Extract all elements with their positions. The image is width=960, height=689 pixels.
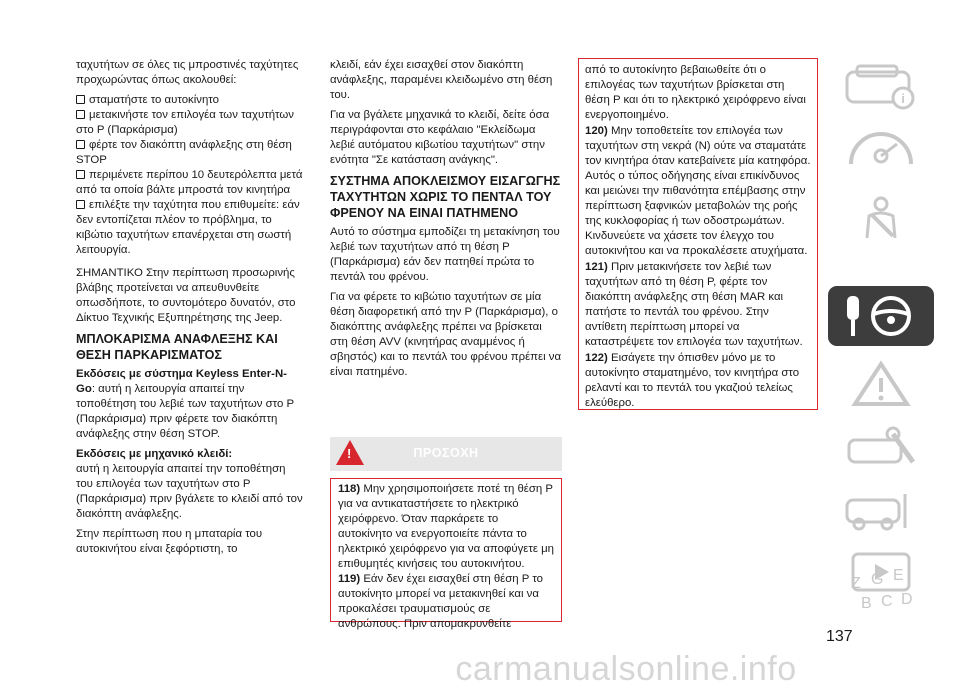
- svg-text:D: D: [901, 591, 913, 608]
- warning-title: ΠΡΟΣΟΧΗ: [413, 446, 479, 460]
- note-number: 120): [585, 125, 608, 137]
- page-number: 137: [826, 628, 853, 645]
- bullet-item: φέρτε τον διακόπτη ανάφλεξης στη θέση STOP: [76, 138, 304, 168]
- intro-text: ταχυτήτων σε όλες τις μπροστινές ταχύτητες προχωρώντας όπως ακολουθεί:: [76, 59, 299, 86]
- subheading: Εκδόσεις με μηχανικό κλειδί:: [76, 448, 233, 460]
- note-number: 122): [585, 352, 608, 364]
- body-text: Για να φέρετε το κιβώτιο ταχυτήτων σε μία θέση διαφορετική από την P (Παρκάρισμα), ο διακόπτης ανάφλεξης πρέπει να βρίσκεται στη θέση AVV (κινητήρας αναμμένος ή σβηστός) και το πεντάλ του φρένου πρέπει να είναι πατημένο.: [330, 291, 562, 378]
- body-text: από το αυτοκίνητο βεβαιωθείτε ότι ο επιλογέας των ταχυτήτων βρίσκεται στη θέση P και ότι το ηλεκτρικό χειρόφρενο είναι ενεργοποιημένο.: [585, 64, 806, 121]
- svg-text:E: E: [893, 567, 904, 584]
- warning-box: [330, 478, 562, 630]
- note-text: Πριν μετακινήσετε τον λεβιέ των ταχυτήτων από τη θέση P, φέρτε τον διακόπτη ανάφλεξης στη θέση MAR και πατήστε το πεντάλ του φρένου. Στην αντίθετη περίπτωση μπορεί να καταστρέψετε τον επιλογέα των ταχυτήτων.: [585, 261, 803, 348]
- alphabet-index-icon: [837, 564, 925, 616]
- keyless-paragraph: [76, 367, 304, 442]
- section-heading: ΜΠΛΟΚΑΡΙΣΜΑ ΑΝΑΦΛΕΞΗΣ ΚΑΙ ΘΕΣΗ ΠΑΡΚΑΡΙΣΜΑΤΟΣ: [76, 332, 278, 362]
- warning-continued-box: [578, 58, 818, 410]
- body-text: Στην περίπτωση που η μπαταρία του αυτοκινήτου είναι ξεφόρτιστη, το: [76, 528, 263, 555]
- note-text: Εάν δεν έχει εισαχθεί στη θέση P το αυτοκίνητο μπορεί να μετακινηθεί και να προκαλέσει τραυματισμούς σε ανθρώπους. Πριν απομακρυνθείτε: [338, 573, 544, 630]
- nav-safety[interactable]: [828, 186, 934, 250]
- seatbelt-icon: [837, 192, 925, 244]
- wrench-car-icon: [837, 422, 925, 474]
- note-text: Μην τοποθετείτε τον επιλογέα των ταχυτήτων στη νεκρά (N) ούτε να σταματάτε τον κινητήρα όταν κατεβαίνετε μία κατηφόρα. Αυτός ο τύπος οδήγησης είναι επικίνδυνος και μειώνει την πιθανότητα επέμβασης στην περίπτωση ξαφνικών μεταβολών της ροής της κυκλοφορίας ή των οδοστρωμάτων. Κινδυνεύετε να χάσετε τον έλεγχο του αυτοκινήτου και να προκαλέσετε ατυχήματα.: [585, 125, 811, 257]
- nav-technical-data[interactable]: [828, 478, 934, 542]
- nav-dashboard[interactable]: [828, 120, 934, 184]
- bullet-item: επιλέξτε την ταχύτητα που επιθυμείτε: εάν δεν εντοπίζεται πλέον το πρόβλημα, το κιβώτιο ταχυτήτων επανέρχεται στη σωστή λειτουργία.: [76, 198, 304, 258]
- bullet-item: μετακινήστε τον επιλογέα των ταχυτήτων στο P (Παρκάρισμα): [76, 108, 304, 138]
- svg-text:i: i: [901, 91, 905, 106]
- note-text: Εισάγετε την όπισθεν μόνο με το αυτοκίνητο σταματημένο, τον κινητήρα στο ρελαντί και το πεντάλ του γκαζιού τελείως ελεύθερο.: [585, 352, 800, 409]
- nav-starting-driving[interactable]: [828, 286, 934, 346]
- car-specs-icon: [837, 484, 925, 536]
- body-text: κλειδί, εάν έχει εισαχθεί στον διακόπτη ανάφλεξης, παραμένει κλειδωμένο στη θέση του.: [330, 59, 553, 101]
- warning-item: [338, 572, 554, 632]
- bullet-list: [76, 93, 304, 258]
- warning-header: [330, 437, 562, 471]
- note-text: Μην χρησιμοποιήσετε ποτέ τη θέση P για να αντικαταστήσετε το ηλεκτρικό χειρόφρενο. Όταν παρκάρετε το αυτοκίνητο να ενεργοποιείτε πάντα το ηλεκτρικό χειρόφρενο για να αποφύγετε μη επιθυμητές κινήσεις του αυτοκινήτου.: [338, 483, 554, 570]
- nav-maintenance[interactable]: [828, 416, 934, 480]
- svg-text:Z: Z: [851, 575, 861, 592]
- nav-index[interactable]: [828, 566, 934, 614]
- warning-item: [585, 260, 811, 350]
- triangle-warning-icon: [837, 358, 925, 410]
- svg-text:G: G: [871, 571, 884, 588]
- dashboard-lights-icon: [837, 126, 925, 178]
- warning-triangle-icon: !: [336, 440, 364, 465]
- nav-emergency[interactable]: [828, 352, 934, 416]
- key-steering-icon: [837, 290, 925, 342]
- svg-text:C: C: [881, 593, 893, 610]
- note-number: 118): [338, 483, 361, 495]
- column-1: [76, 58, 304, 562]
- warning-item: [585, 351, 811, 411]
- nav-car-info[interactable]: [828, 56, 934, 120]
- bullet-item: περιμένετε περίπου 10 δευτερόλεπτα μετά από τα οποία βάλτε μπροστά τον κινητήρα: [76, 169, 303, 196]
- svg-text:B: B: [861, 595, 872, 612]
- bullet-item: σταματήστε το αυτοκίνητο: [76, 93, 304, 108]
- body-text: αυτή η λειτουργία απαιτεί την τοποθέτηση του επιλογέα των ταχυτήτων στο P (Παρκάρισμα) πριν βγάλετε το κλειδί από τον διακόπτη ανάφλεξης.: [76, 463, 303, 520]
- watermark: carmanualsonline.info: [455, 650, 797, 688]
- body-text: Για να βγάλετε μηχανικά το κλειδί, δείτε όσα περιγράφονται στο κεφάλαιο "Εκλείδωμα λεβιέ αυτόματου κιβωτίου ταχυτήτων" στην ενότητα "Σε κατάσταση ανάγκης".: [330, 109, 550, 166]
- car-info-icon: [837, 62, 925, 114]
- important-note: ΣΗΜΑΝΤΙΚΟ Στην περίπτωση προσωρινής βλάβης προτείνεται να απευθυνθείτε οπωσδήποτε, το συντομότερο δυνατόν, στο Δίκτυο Τεχνικής Εξυπηρέτησης της Jeep.: [76, 267, 296, 324]
- warning-item: [338, 482, 554, 572]
- warning-item: [585, 124, 811, 259]
- note-number: 121): [585, 261, 608, 273]
- note-number: 119): [338, 573, 361, 585]
- column-2: [330, 58, 562, 385]
- body-text: : αυτή η λειτουργία απαιτεί την τοποθέτηση του λεβιέ των ταχυτήτων στο P (Παρκάρισμα) πριν φέρετε τον διακόπτη ανάφλεξης στην θέση STOP.: [76, 383, 294, 440]
- subheading: Εκδόσεις με σύστημα Keyless Enter-N-Go: [76, 368, 287, 395]
- section-heading: ΣΥΣΤΗΜΑ ΑΠΟΚΛΕΙΣΜΟΥ ΕΙΣΑΓΩΓΗΣ ΤΑΧΥΤΗΤΩΝ ΧΩΡΙΣ ΤΟ ΠΕΝΤΑΛ ΤΟΥ ΦΡΕΝΟΥ ΝΑ ΕΙΝΑΙ ΠΑΤΗΜΕΝΟ: [330, 174, 561, 220]
- body-text: Αυτό το σύστημα εμποδίζει τη μετακίνηση του λεβιέ των ταχυτήτων από τη θέση P (Παρκάρισμα) εάν δεν πατηθεί πρώτα το πεντάλ του φρένου.: [330, 226, 560, 283]
